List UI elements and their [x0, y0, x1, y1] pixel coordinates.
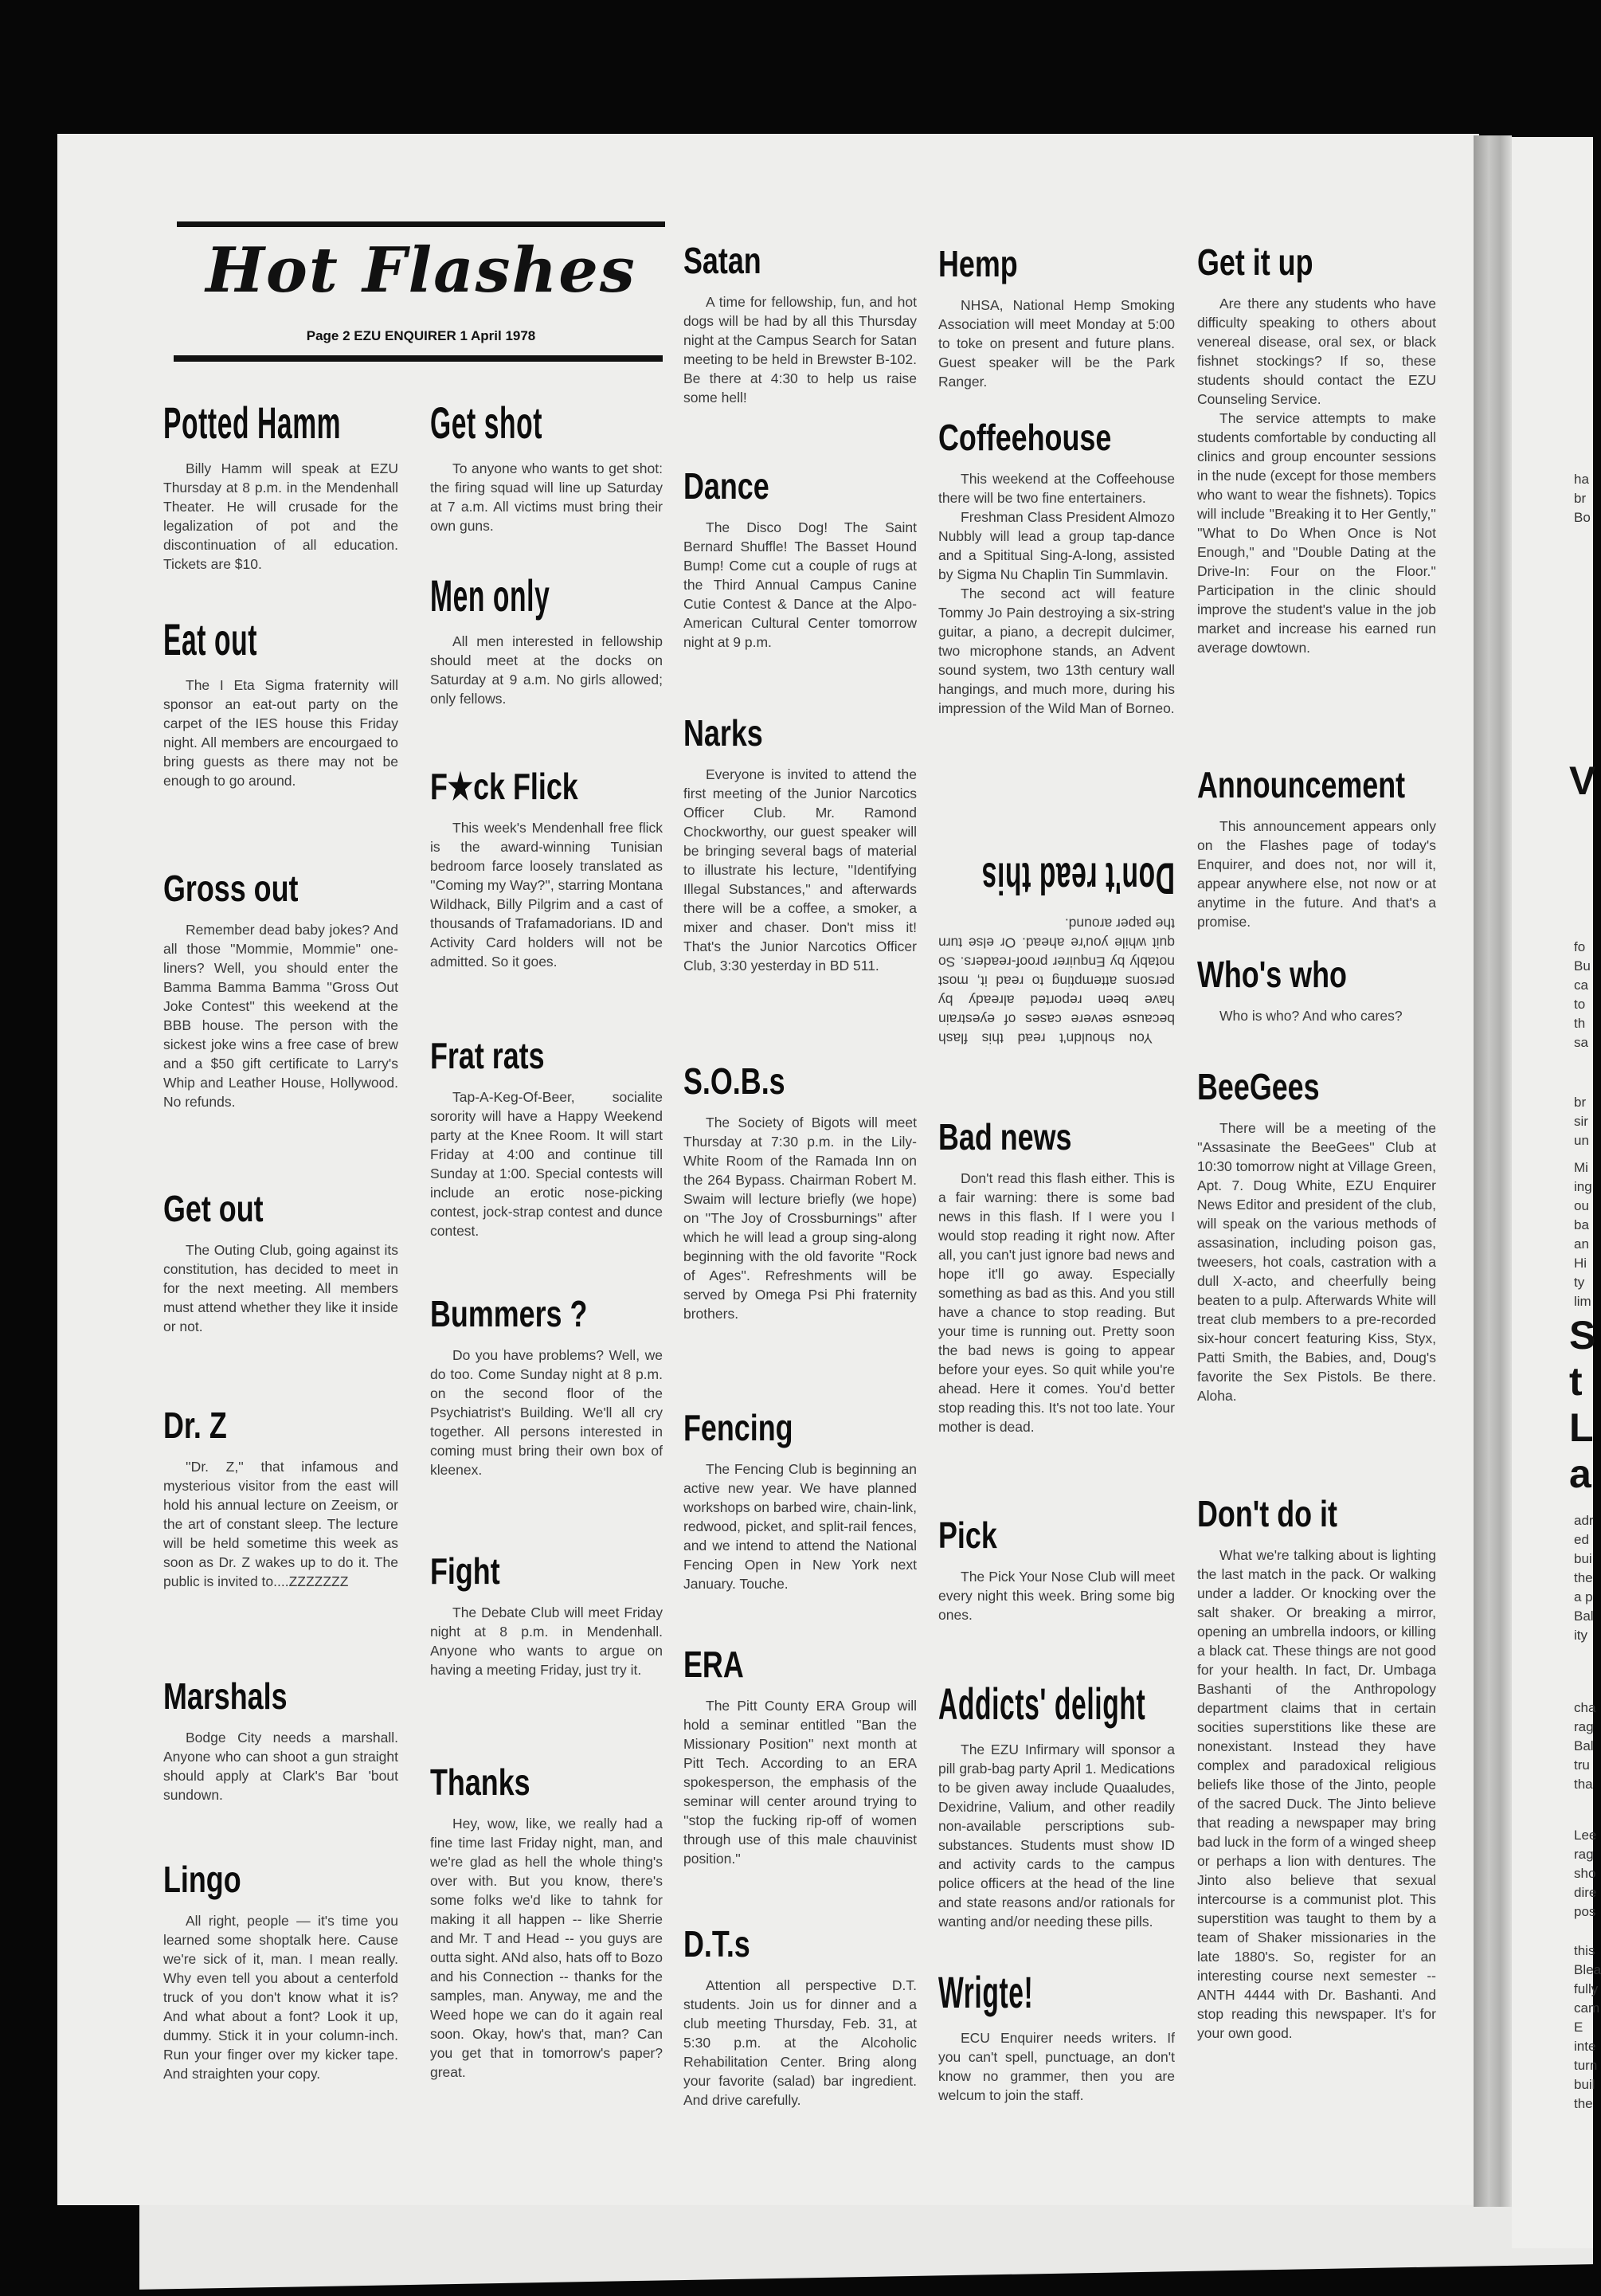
next-page-fragment: cha — [1574, 1700, 1596, 1715]
article-heading: Get it up — [1197, 241, 1313, 283]
next-page-fragment: ba — [1574, 1217, 1589, 1232]
article-body: Remember dead baby jokes? And all those ''Mommie, Mommie'' one-liners? Well, you should enter the Bamma Bamma Bamma ''Gross Out Joke Contest'' this weekend at the BBB house. The person with the sickest joke wins a free case of brew and a $50 gift certificate to Larry's Whip and Leather House, Hollywood. No refunds. — [163, 921, 398, 1110]
article-heading: F★ck Flick — [430, 766, 578, 807]
article-heading: Who's who — [1197, 954, 1347, 995]
next-page-headline-fragment: a — [1569, 1452, 1591, 1496]
article-heading: Pick — [938, 1514, 997, 1556]
article-body: To anyone who wants to get shot: the firing squad will line up Saturday at 7 a.m. All victims must bring their own guns. — [430, 460, 663, 534]
article-body: The Fencing Club is beginning an active new year. We have planned workshops on barbed wire, chain-link, redwood, picket, and split-rail fences, and we intend to attend the National Fencing Open in New York next January. Touche. — [683, 1460, 917, 1592]
article-beegees — [1197, 1067, 1436, 1405]
article-body: Tap-A-Keg-Of-Beer, socialite sorority will have a Happy Weekend party at the Knee Room. It will start Friday at 4:00 and continue till Sunday at 1:00. Special contests will include an erotic nose-picking contest, jock-strap contest and dunce contest. — [430, 1088, 663, 1239]
next-page-headline-fragment: L — [1569, 1405, 1594, 1450]
article-potted-hamm — [163, 398, 398, 574]
article-body: All men interested in fellowship should meet at the docks on Saturday at 9 a.m. No girls allowed; only fellows. — [430, 633, 663, 707]
article-body: The Debate Club will meet Friday night at 8 p.m. in Mendenhall. Anyone who wants to argue on having a meeting Friday, just try it. — [430, 1604, 663, 1678]
next-page-fragment: bui — [1574, 1551, 1592, 1566]
article-who-s-who — [1197, 954, 1436, 1025]
article-heading: BeeGees — [1197, 1066, 1320, 1107]
next-page-fragment: pos — [1574, 1904, 1596, 1919]
next-page-fragment-group — [1574, 1158, 1592, 1311]
article-coffeehouse — [938, 417, 1175, 718]
article-body: Freshman Class President Almozo Nubbly will lead a group tap-dance and a Spititual Sing-A-long, assisted by Sigma Nu Chaplin Tin Summlavin. — [938, 508, 1175, 582]
article-heading: Satan — [683, 240, 761, 281]
article-don-t-do-it — [1197, 1494, 1436, 2043]
article-heading: Dance — [683, 465, 769, 507]
next-page-fragment-group — [1574, 1826, 1596, 1922]
next-page-fragment: ca — [1574, 978, 1588, 993]
next-page-fragment: th — [1574, 1016, 1586, 1031]
next-page-headline-fragment: S — [1569, 1313, 1596, 1358]
article-d-t-s — [683, 1924, 917, 2110]
article-dance — [683, 466, 917, 652]
article-body: What we're talking about is lighting the last match in the pack. Or walking under a ladder. Or knocking over the salt shaker. Or breaking a mirror, opening an umbrella indoors, or killing a black cat. These things are not good for your health. In fact, Dr. Umbaga Bashanti of the Anthropology department claims that in certain socities superstitions like these are nonexistant. Instead they have complex and paradoxical religious beliefs like those of the Jinto, people of the sacred Duck. The Jinto believe that reading a newspaper may bring bad luck in the form of a winged sheep or perhaps a lion with dentures. The Jinto also believe that sexual intercourse is a communist plot. This superstition was taught to them by a team of Shaker missionaries in the late 1880's. So, register for an interesting course next semester -- ANTH 4444 with Dr. Bashanti. And stop reading this newspaper. It's for your own good. — [1197, 1546, 1436, 2041]
next-page-fragment: br — [1574, 491, 1587, 506]
article-heading: Hemp — [938, 243, 1018, 284]
article-body: Do you have problems? Well, we do too. Come Sunday night at 8 p.m. on the second floor of the Psychiatrist's Building. We'll all cry together. All persons interested in coming must bring their own box of kleenex. — [430, 1346, 663, 1478]
article-get-out — [163, 1189, 398, 1336]
masthead-bottom-rule — [174, 355, 663, 362]
article-body: NHSA, National Hemp Smoking Association will meet Monday at 5:00 to toke on present and future plans. Guest speaker will be the Park Ranger. — [938, 296, 1175, 390]
next-page-fragment: ou — [1574, 1198, 1589, 1213]
next-page-fragment-group — [1574, 1093, 1589, 1150]
next-page-fragment-group — [1574, 1698, 1595, 1794]
article-heading: Thanks — [430, 1761, 530, 1803]
article-body: Attention all perspective D.T. students. Join us for dinner and a club meeting Thursday, Feb. 31, at 5:30 p.m. at the Alcoholic Rehabilitation Center. Bring along your favorite (salad) bar ingredient. And drive carefully. — [683, 1977, 917, 2108]
article-men-only — [430, 571, 663, 708]
article-fight — [430, 1551, 663, 1679]
next-page-fragment: Bo — [1574, 510, 1591, 525]
article-heading: Narks — [683, 712, 763, 754]
article-marshals — [163, 1676, 398, 1804]
next-page-fragment: buil — [1574, 2077, 1595, 2092]
article-body: Bodge City needs a marshall. Anyone who can shoot a gun straight should apply at Clark's Bar 'bout sundown. — [163, 1729, 398, 1803]
article-body: You shouldn't read this flash because severe cases of eyestrain have been reported already by persons attempting to read it, most notably by Enquirer proof-readers. So quit while you're ahead. Or else turn the paper around. — [938, 915, 1175, 1047]
article-body: The EZU Infirmary will sponsor a pill grab-bag party April 1. Medications to be given away include Quaaludes, Dexidrine, Valium, and other readily non-available perscriptions sub-substances. Students must show ID and activity cards to the campus police officers at the head of the line and state reasons and/or rationals for wanting and/or needing these pills. — [938, 1741, 1175, 1930]
article-heading: Addicts' delight — [938, 1679, 1146, 1729]
article-body: The I Eta Sigma fraternity will sponsor an eat-out party on the carpet of the IES house this Friday night. All members are encourgaed to bring guests as there may not be enough to go around. — [163, 676, 398, 789]
article-body: Hey, wow, like, we really had a fine time last Friday night, man, and we're glad as hell the whole thing's over with. But you know, there's some folks we'd like to tahnk for making it all happen -- like Sherrie and Mr. T and Head -- you guys are outta sight. ANd also, hats off to Bozo and his Connection -- thanks for the samples, man. Anyway, me and the Weed hope we can do it again real soon. Okay, how's that, man? Can you get that in tomorrow's paper? great. — [430, 1815, 663, 2080]
article-dr-z — [163, 1405, 398, 1591]
article-eat-out — [163, 615, 398, 790]
article-f-ck-flick — [430, 766, 663, 971]
next-page-fragment: E — [1574, 2020, 1583, 2035]
article-body: Don't read this flash either. This is a fair warning: there is some bad news in this flash. If I were you I would stop reading it right now. After all, you can't just ignore bad news and hope it'll go away. Especially something as bad as this. And you still have a chance to stop reading. But your time is running out. Pretty soon the bad news is going to appear before your eyes. So quit while you're ahead. Here it comes. You'd better stop reading this. It's not too late. Your mother is dead. — [938, 1170, 1175, 1435]
article-gross-out — [163, 868, 398, 1111]
next-page-fragment: fo — [1574, 939, 1586, 954]
next-page-fragment: tru — [1574, 1757, 1590, 1773]
next-page-fragment: the — [1574, 1570, 1593, 1585]
article-body: The Pitt County ERA Group will hold a seminar entitled ''Ban the Missionary Position'' next month at Pitt Tech. According to an ERA spokesperson, the emphasis of the seminar will center around trying to ''stop the fucking rip-off of women through use of this male chauvinist position.'' — [683, 1697, 917, 1867]
next-page-fragment: an — [1574, 1236, 1589, 1252]
article-body: The Disco Dog! The Saint Bernard Shuffle! The Basset Hound Bump! Come cut a couple of rugs at the Third Annual Campus Canine Cutie Contest & Dance at the Alpo-American Cultural Center tomorrow night at 9 p.m. — [683, 519, 917, 650]
next-page-headline-fragment: t — [1569, 1359, 1583, 1404]
article-body: Billy Hamm will speak at EZU Thursday at 8 p.m. in the Mendenhall Theater. He will crusade for the legalization of pot and the discontinuation of all education. Tickets are $10. — [163, 460, 398, 572]
article-heading: D.T.s — [683, 1923, 750, 1965]
next-page-fragment-group — [1574, 1941, 1601, 2114]
next-page-fragment: Blea — [1574, 1962, 1601, 1977]
next-page-fragment: adr — [1574, 1513, 1594, 1528]
article-body: This week's Mendenhall free flick is the award-winning Tunisian bedroom farce loosely translated as ''Coming my Way?'', starring Montana Wildhack, Billy Pilgrim and a cast of thousands of Trafamadorians. ID and Activity Card holders will not be admitted. So it goes. — [430, 819, 663, 970]
next-page-fragment: Mi — [1574, 1160, 1588, 1175]
next-page-fragment: ty — [1574, 1275, 1585, 1290]
article-body: Who is who? And who cares? — [1219, 1007, 1403, 1024]
next-page-fragment: tha — [1574, 1777, 1593, 1792]
article-heading: Fight — [430, 1550, 500, 1592]
article-body: ''Dr. Z,'' that infamous and mysterious visitor from the east will hold his annual lecture on Zeeism, or the art of constant sleep. The lecture will be held sometime this week as soon as Dr. Z wakes up to do it. The public is invited to....ZZZZZZZ — [163, 1458, 398, 1589]
page-fold-shadow — [1474, 135, 1512, 2207]
article-heading: Get out — [163, 1188, 264, 1229]
article-body: All right, people — it's time you learned some shoptalk here. Cause we're sick of it, man. I mean really. Why even tell you about a centerfold truck of you don't know what it is? And what about a font? Look it up, dummy. Stick it in your column-inch. Run your finger over my kicker tape. And straighten your copy. — [163, 1912, 398, 2082]
article-s-o-b-s — [683, 1061, 917, 1323]
next-page-fragment: Bal — [1574, 1738, 1594, 1753]
article-get-it-up — [1197, 242, 1436, 657]
masthead-subtitle: Page 2 EZU ENQUIRER 1 April 1978 — [306, 328, 536, 343]
article-heading: Bummers ? — [430, 1293, 588, 1334]
next-page-fragment: fully — [1574, 1981, 1599, 1996]
article-bad-news — [938, 1117, 1175, 1436]
article-heading: Eat out — [163, 614, 258, 664]
next-page-fragment: ing — [1574, 1179, 1592, 1194]
article-thanks — [430, 1762, 663, 2082]
next-page-fragment: ity — [1574, 1628, 1587, 1643]
next-page-fragment: lim — [1574, 1294, 1591, 1309]
masthead-title: Hot Flashes — [206, 234, 636, 307]
next-page-fragment: turn — [1574, 2058, 1598, 2073]
next-page-fragment: to — [1574, 997, 1586, 1012]
next-page-fragment: a p — [1574, 1589, 1593, 1604]
next-page-fragment: sir — [1574, 1114, 1588, 1129]
article-body: The Outing Club, going against its constitution, has decided to meet in for the next meeting. All members must attend whether they like it inside or not. — [163, 1241, 398, 1334]
article-heading: Fencing — [683, 1407, 793, 1448]
next-page-fragment: Lee — [1574, 1828, 1597, 1843]
article-heading: Coffeehouse — [938, 417, 1112, 458]
next-page-headline-fragment: V — [1569, 758, 1596, 803]
masthead-top-rule — [177, 221, 665, 227]
article-heading: Dr. Z — [163, 1405, 227, 1446]
article-bummers — [430, 1294, 663, 1479]
next-page-fragment: inte — [1574, 2039, 1596, 2054]
next-page-fragment-group — [1574, 470, 1591, 527]
next-page-fragment: un — [1574, 1133, 1589, 1148]
article-heading: Get shot — [430, 398, 543, 448]
article-body: The Society of Bigots will meet Thursday at 7:30 p.m. in the Lily-White Room of the Ramada Inn on the 264 Bypass. Chairman Robert M. Swaim will lecture briefly (we hope) on ''The Joy of Crossburnings'' after which he will lead a group sing-along beginning with the old favorite ''Rock of Ages''. Refreshments will be served by Omega Psi Phi fraternity brothers. — [683, 1114, 917, 1322]
article-heading: Wrigte! — [938, 1967, 1034, 2017]
article-don-t-read-this — [938, 854, 1175, 1048]
article-body: Everyone is invited to attend the first meeting of the Junior Narcotics Officer Club. Mr. Ramond Chockworthy, our guest speaker will be bringing several bags of material to illustrate his lecture, ''Identifying Illegal Substances,'' and afterwards there will be a coffee, a smoker, a mixer and chaser. Don't miss it! That's the Junior Narcotics Officer Club, 3:30 yesterday in BD 511. — [683, 766, 917, 974]
article-heading: Don't read this — [981, 853, 1175, 904]
next-page-fragment: Bu — [1574, 958, 1591, 974]
article-heading: Potted Hamm — [163, 398, 342, 448]
next-page-fragment-group — [1574, 1511, 1594, 1645]
article-narks — [683, 713, 917, 975]
article-body: This announcement appears only on the Flashes page of today's Enquirer, and does not, nor will it, appear anywhere else, not now or at anytime in the future. And that's a promise. — [1197, 817, 1436, 930]
article-heading: Marshals — [163, 1675, 288, 1717]
next-page-fragment-group — [1574, 938, 1591, 1052]
article-heading: Bad news — [938, 1116, 1072, 1158]
article-era — [683, 1644, 917, 1868]
next-page-fragment: ed — [1574, 1532, 1589, 1547]
next-page-fragment: the — [1574, 2096, 1593, 2111]
article-get-shot — [430, 398, 663, 535]
article-body: The Pick Your Nose Club will meet every night this week. Bring some big ones. — [938, 1568, 1175, 1623]
article-fencing — [683, 1408, 917, 1593]
article-pick — [938, 1515, 1175, 1624]
article-heading: Gross out — [163, 868, 299, 909]
next-page-fragment: br — [1574, 1095, 1587, 1110]
next-page-fragment: Hi — [1574, 1256, 1587, 1271]
article-body: The service attempts to make students comfortable by conducting all clinics and group encounter sessions in the nude (except for those members who want to wear the fishnets). Topics will include ''Breaking it to Her Gently,'' ''What to Do When Once is Not Enough,'' and ''Double Dating at the Drive-In: Four on the Floor.'' Participation in the clinic should improve the student's value in the job market and increase his earned run average dowtown. — [1197, 409, 1436, 656]
next-page-fragment: sho — [1574, 1866, 1596, 1881]
next-page-fragment: Bal — [1574, 1608, 1594, 1624]
article-body: The second act will feature Tommy Jo Pain destroying a six-string guitar, a piano, a decrepit dulcimer, two microphone stands, an Advent sound system, two 13th century wall hangings, and much more, during his impression of the Wild Man of Borneo. — [938, 585, 1175, 716]
article-body: Are there any students who have difficulty speaking to others about venereal disease, oral sex, or black fishnet stockings? If so, these students should contact the EZU Counseling Service. — [1197, 295, 1436, 407]
article-heading: ERA — [683, 1644, 744, 1685]
next-page-fragment: cam — [1574, 2000, 1600, 2016]
article-body: There will be a meeting of the ''Assasinate the BeeGees'' Club at 10:30 tomorrow night at Village Green, Apt. 7. Doug White, EZU Enquirer News Editor and president of the club, will speak on the various methods of assasination, including poison gas, tweesers, hot coals, castration with a dull X-acto, and cheerfully being beaten to a pulp. Afterwards White will treat club members to a pre-recorded six-hour concert featuring Kiss, Styx, Patti Smith, the Babies, and, Doug's favorite the Sex Pistols. Be there. Aloha. — [1197, 1119, 1436, 1404]
next-page-fragment: rag — [1574, 1847, 1594, 1862]
article-frat-rats — [430, 1036, 663, 1240]
article-lingo — [163, 1859, 398, 2083]
article-heading: Announcement — [1197, 764, 1406, 805]
next-page-fragment: sa — [1574, 1035, 1588, 1050]
next-page-fragment: dire — [1574, 1885, 1597, 1900]
next-page-fragment: this — [1574, 1943, 1595, 1958]
article-satan — [683, 241, 917, 407]
article-body: This weekend at the Coffeehouse there will be two fine entertainers. — [938, 470, 1175, 506]
article-heading: Frat rats — [430, 1035, 545, 1076]
article-heading: Lingo — [163, 1859, 241, 1900]
article-body: A time for fellowship, fun, and hot dogs will be had by all this Thursday night at the Campus Search for Satan meeting to be held in Brewster B-102. Be there at 4:30 to help us raise some hell! — [683, 293, 917, 406]
next-page-edge — [1512, 137, 1601, 2248]
next-page-fragment: rag — [1574, 1719, 1594, 1734]
article-announcement — [1197, 765, 1436, 931]
article-hemp — [938, 244, 1175, 391]
article-wrigte — [938, 1968, 1175, 2105]
next-page-fragment: ha — [1574, 472, 1589, 487]
article-addicts-delight — [938, 1679, 1175, 1931]
article-heading: Don't do it — [1197, 1493, 1337, 1534]
article-heading: S.O.B.s — [683, 1060, 785, 1102]
article-body: ECU Enquirer needs writers. If you can't spell, punctuage, an don't know no grammer, then you are welcum to join the staff. — [938, 2029, 1175, 2103]
article-heading: Men only — [430, 570, 550, 621]
